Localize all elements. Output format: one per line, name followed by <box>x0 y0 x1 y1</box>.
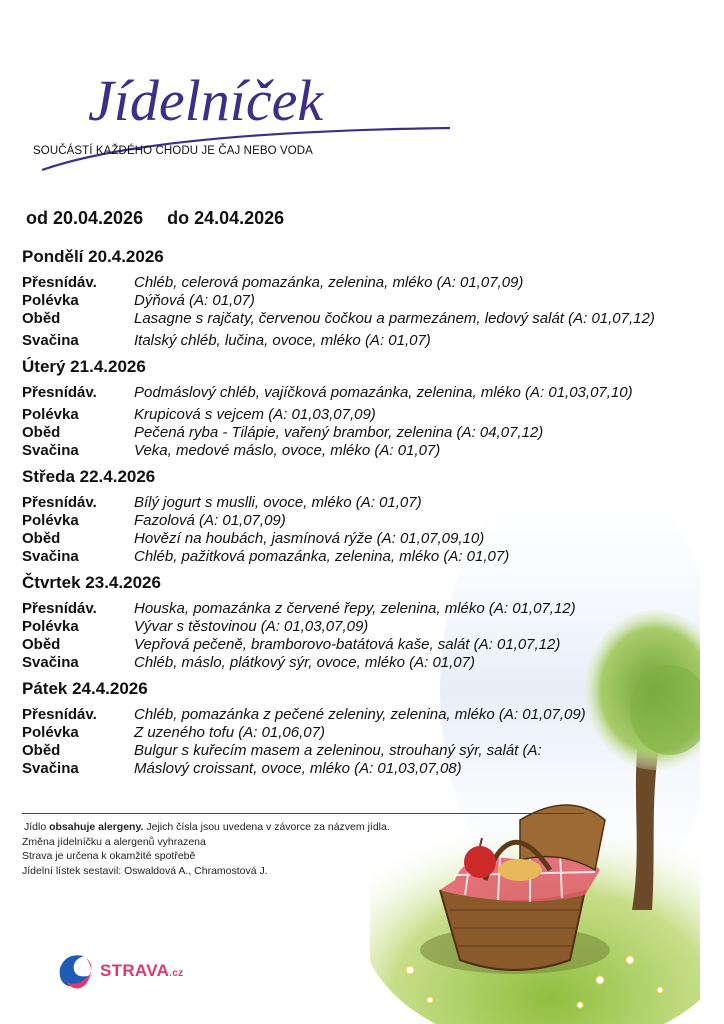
meal-text: Máslový croissant, ovoce, mléko (A: 01,03,07,08) <box>134 760 462 777</box>
day-wednesday <box>22 466 682 566</box>
meal-soup <box>22 406 682 424</box>
meal-label: Svačina <box>22 442 79 459</box>
meal-breakfast <box>22 384 682 402</box>
meal-label: Svačina <box>22 654 79 671</box>
meal-text: Pečená ryba - Tilápie, vařený brambor, zelenina (A: 04,07,12) <box>134 424 544 441</box>
meal-snack <box>22 654 682 672</box>
strava-name: STRAVA <box>100 961 170 980</box>
meal-text: Podmáslový chléb, vajíčková pomazánka, zelenina, mléko (A: 01,03,07,10) <box>134 384 633 401</box>
meal-soup <box>22 292 682 310</box>
title-logo <box>30 40 460 180</box>
note-bold: obsahuje alergeny. <box>49 821 144 833</box>
meal-text: Z uzeného tofu (A: 01,06,07) <box>134 724 325 741</box>
meal-lunch <box>22 742 682 760</box>
notes <box>22 820 390 878</box>
meal-text: Veka, medové máslo, ovoce, mléko (A: 01,07) <box>134 442 441 459</box>
meal-snack <box>22 760 682 778</box>
meal-label: Oběd <box>22 424 61 441</box>
note-text: Jídlo <box>24 821 50 833</box>
author-note: Jídelní lístek sestavil: Oswaldová A., Chramostová J. <box>22 864 268 877</box>
meal-text: Chléb, máslo, plátkový sýr, ovoce, mléko (A: 01,07) <box>134 654 475 671</box>
meal-label: Oběd <box>22 530 61 547</box>
meal-label: Svačina <box>22 760 79 777</box>
day-tuesday <box>22 356 682 460</box>
meal-snack <box>22 548 682 566</box>
meal-label: Svačina <box>22 332 79 349</box>
meal-breakfast <box>22 600 682 618</box>
meal-text: Dýňová (A: 01,07) <box>134 292 255 309</box>
meal-text: Bulgur s kuřecím masem a zeleninou, strouhaný sýr, salát (A: <box>134 742 542 759</box>
change-note: Změna jídelníčku a alergenů vyhrazena <box>22 835 206 848</box>
meal-label: Přesnídáv. <box>22 384 97 401</box>
meal-snack <box>22 332 682 350</box>
meal-text: Italský chléb, lučina, ovoce, mléko (A: 01,07) <box>134 332 431 349</box>
meal-breakfast <box>22 706 682 724</box>
tagline: SOUČÁSTÍ KAŽDÉHO CHODU JE ČAJ NEBO VODA <box>33 145 313 157</box>
meal-text: Krupicová s vejcem (A: 01,03,07,09) <box>134 406 376 423</box>
meal-label: Oběd <box>22 636 61 653</box>
date-range <box>26 208 284 229</box>
date-to: do 24.04.2026 <box>167 208 285 228</box>
meal-breakfast <box>22 274 682 292</box>
day-title: Úterý 21.4.2026 <box>22 357 146 376</box>
meal-text: Houska, pomazánka z červené řepy, zelenina, mléko (A: 01,07,12) <box>134 600 576 617</box>
meal-label: Polévka <box>22 292 79 309</box>
meal-label: Přesnídáv. <box>22 600 97 617</box>
meal-soup <box>22 512 682 530</box>
meal-label: Přesnídáv. <box>22 494 97 511</box>
day-title: Pondělí 20.4.2026 <box>22 247 164 266</box>
meal-text: Chléb, celerová pomazánka, zelenina, mléko (A: 01,07,09) <box>134 274 524 291</box>
meal-lunch <box>22 636 682 654</box>
day-title: Pátek 24.4.2026 <box>22 679 148 698</box>
meal-label: Polévka <box>22 724 79 741</box>
meal-lunch <box>22 424 682 442</box>
consumption-note: Strava je určena k okamžité spotřebě <box>22 850 196 862</box>
meal-text: Hovězí na houbách, jasmínová rýže (A: 01,07,09,10) <box>134 530 485 547</box>
day-title: Čtvrtek 23.4.2026 <box>22 573 161 592</box>
meal-text: Lasagne s rajčaty, červenou čočkou a parmezánem, ledový salát (A: 01,07,12) <box>134 310 655 327</box>
day-monday <box>22 246 682 350</box>
date-from: od 20.04.2026 <box>26 208 144 228</box>
meal-label: Přesnídáv. <box>22 274 97 291</box>
meal-label: Přesnídáv. <box>22 706 97 723</box>
meal-label: Polévka <box>22 512 79 529</box>
meal-label: Polévka <box>22 618 79 635</box>
strava-suffix: .cz <box>169 968 184 979</box>
meal-text: Vývar s těstovinou (A: 01,03,07,09) <box>134 618 369 635</box>
day-friday <box>22 678 682 778</box>
weekly-menu <box>22 246 682 784</box>
day-title: Středa 22.4.2026 <box>22 467 156 486</box>
meal-label: Oběd <box>22 742 61 759</box>
meal-soup <box>22 618 682 636</box>
meal-text: Vepřová pečeně, bramborovo-batátová kaše, salát (A: 01,07,12) <box>134 636 561 653</box>
meal-label: Polévka <box>22 406 79 423</box>
title-text: Jídelníček <box>88 68 324 133</box>
meal-snack <box>22 442 682 460</box>
divider <box>22 813 584 814</box>
allergen-note <box>24 820 390 835</box>
meal-breakfast <box>22 494 682 512</box>
meal-text: Chléb, pomazánka z pečené zeleniny, zelenina, mléko (A: 01,07,09) <box>134 706 586 723</box>
note-text: Jejich čísla jsou uvedena v závorce za názvem jídla. <box>143 821 390 833</box>
meal-text: Bílý jogurt s muslli, ovoce, mléko (A: 01,07) <box>134 494 422 511</box>
meal-text: Fazolová (A: 01,07,09) <box>134 512 286 529</box>
header <box>0 0 724 200</box>
meal-lunch <box>22 530 682 548</box>
meal-label: Oběd <box>22 310 61 327</box>
meal-lunch <box>22 310 682 328</box>
day-thursday <box>22 572 682 672</box>
meal-label: Svačina <box>22 548 79 565</box>
meal-soup <box>22 724 682 742</box>
strava-brand <box>100 961 183 981</box>
meal-text: Chléb, pažitková pomazánka, zelenina, mléko (A: 01,07) <box>134 548 510 565</box>
